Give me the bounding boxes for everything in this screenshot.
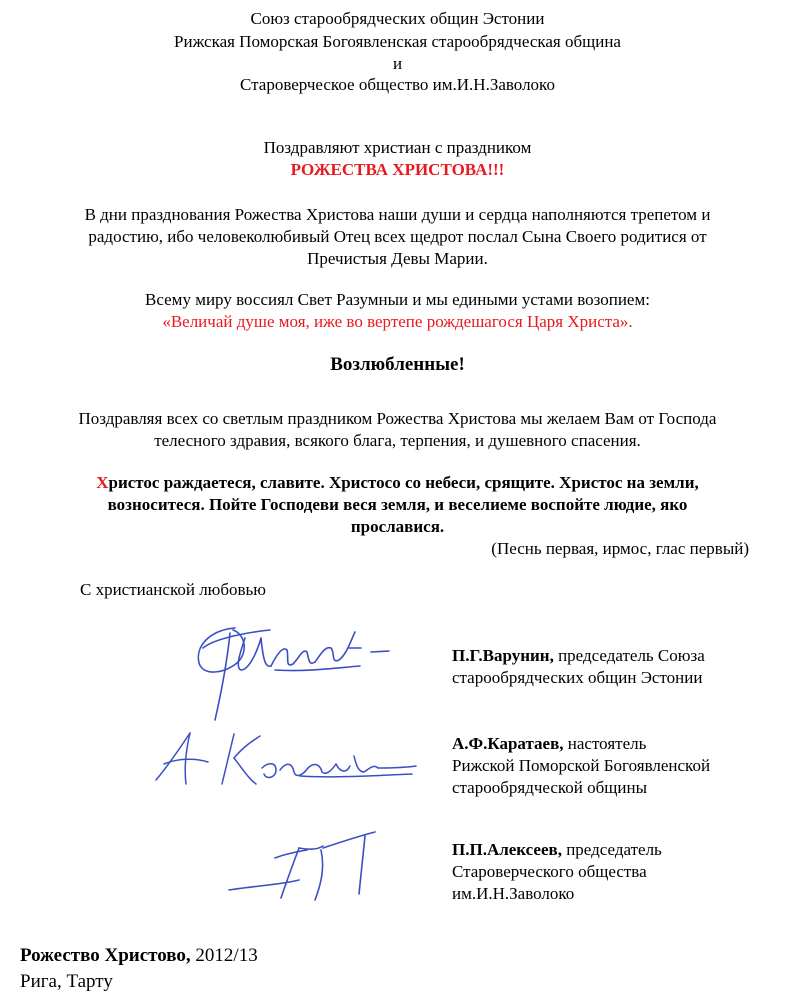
signatory-1-title: председатель Союза: [553, 646, 705, 665]
signature-karataev: [150, 728, 425, 793]
signatory-3-line-3: им.И.Н.Заволоко: [452, 884, 575, 903]
para3-line-1: Поздравляя всех со светлым праздником Рожества Христова мы желаем Вам от Господа: [78, 409, 717, 428]
signature-alekseev: [215, 828, 395, 910]
greeting-line: Поздравляют христиан с праздником: [263, 138, 532, 157]
signatory-1-name: П.Г.Варунин,: [452, 646, 554, 665]
heading-beloved: Возлюбленные!: [330, 354, 465, 375]
signatory-3-title: председатель: [561, 840, 662, 859]
header-line-4: Староверческое общество им.И.Н.Заволоко: [240, 75, 555, 94]
signatory-1-line-1: [452, 645, 705, 666]
footer-date-year: 2012/13: [190, 945, 258, 966]
hymn-line-1: [0, 473, 795, 493]
header-line-1: Союз старообрядческих общин Эстонии: [250, 9, 545, 28]
hymn-source: (Песнь первая, ирмос, глас первый): [491, 539, 749, 558]
signatory-3-line-2: Староверческого общества: [452, 862, 647, 881]
hymn-initial-letter: Х: [96, 473, 109, 492]
closing-line: С христианской любовью: [80, 580, 267, 599]
hymn-line-1-text: ристос раждаетеся, славите. Христосо со небеси, срящите. Христос на земли,: [108, 473, 699, 492]
para1-line-1: В дни празднования Рожества Христова наши души и сердца наполняются трепетом и: [84, 205, 711, 224]
para2-line-1: Всему миру воссиял Свет Разумныи и мы едиными устами возопием:: [145, 290, 650, 309]
header-line-3: и: [392, 54, 403, 73]
footer-place: Рига, Тарту: [20, 971, 113, 992]
signatory-1-line-2: старообрядческих общин Эстонии: [452, 668, 703, 687]
footer-date: [20, 944, 258, 968]
footer-date-feast: Рожество Христово,: [20, 945, 191, 966]
para1-line-2: радостию, ибо человеколюбивый Отец всех щедрот послал Сына Своего родитися от: [88, 227, 707, 246]
signature-varunin: [175, 608, 435, 730]
para3-line-2: телесного здравия, всякого блага, терпения, и душевного спасения.: [154, 431, 641, 450]
signatory-3-line-1: [452, 839, 662, 860]
signatory-2-line-3: старообрядческой общины: [452, 778, 648, 797]
signatory-2-line-2: Рижской Поморской Богоявленской: [452, 756, 711, 775]
hymn-line-3: прославися.: [350, 517, 445, 536]
header-line-2: Рижская Поморская Богоявленская старообрядческая община: [174, 32, 621, 51]
signatory-2-line-1: [452, 733, 646, 754]
signatory-2-title: настоятель: [563, 734, 647, 753]
para1-line-3: Пречистыя Девы Марии.: [307, 249, 488, 268]
hymn-line-2: возноситеся. Пойте Господеви веся земля, и веселиеме воспойте людие, яко: [107, 495, 688, 514]
signatory-2-name: А.Ф.Каратаев,: [452, 734, 564, 753]
signatory-3-name: П.П.Алексеев,: [452, 840, 562, 859]
para2-quote: «Величай душе моя, иже во вертепе рождешагося Царя Христа».: [162, 312, 633, 331]
greeting-feast-title: РОЖЕСТВА ХРИСТОВА!!!: [290, 160, 505, 179]
